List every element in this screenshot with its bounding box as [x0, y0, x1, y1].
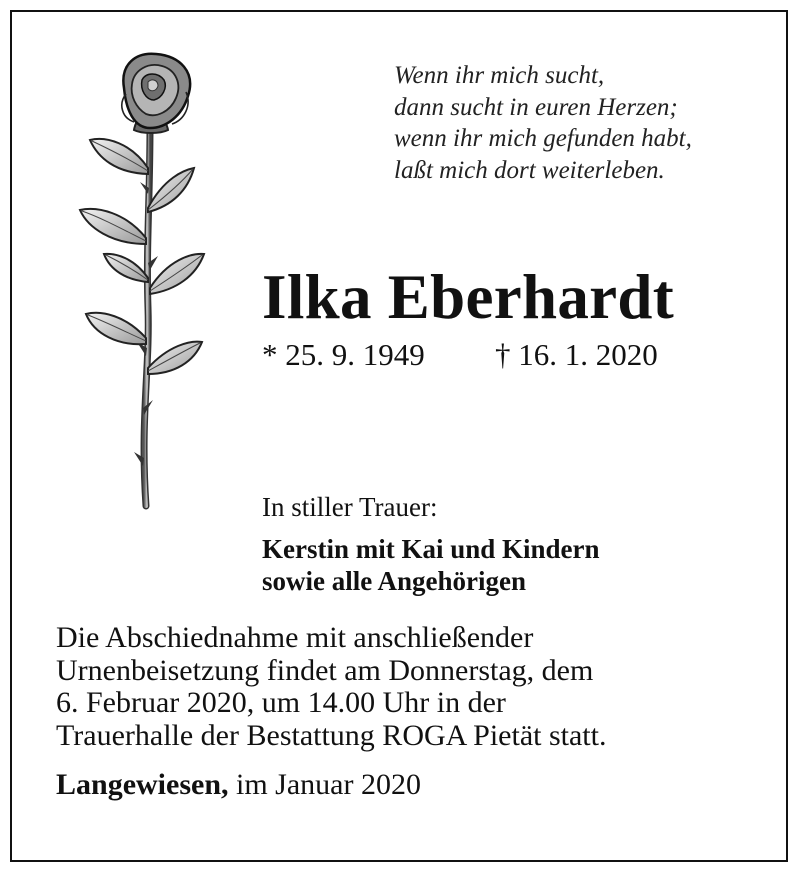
rose-icon — [76, 48, 216, 513]
poem-line: wenn ihr mich gefunden habt, — [394, 125, 692, 152]
poem-line: dann sucht in euren Herzen; — [394, 93, 678, 121]
deceased-name: Ilka Eberhardt — [262, 262, 675, 332]
funeral-announcement — [56, 622, 606, 752]
birth-date: * 25. 9. 1949 — [262, 337, 425, 372]
poem-line: Wenn ihr mich sucht, — [394, 62, 605, 89]
closing-date: im Januar 2020 — [236, 768, 421, 801]
mourner-line: sowie alle Angehörigen — [262, 566, 526, 596]
mourning-label: In stiller Trauer: — [262, 492, 438, 522]
announcement-line: Urnenbeisetzung findet am Donnerstag, dem — [56, 653, 594, 687]
announcement-line: Trauerhalle der Bestattung ROGA Pietät statt. — [56, 718, 607, 752]
mourner-line: Kerstin mit Kai und Kindern — [262, 534, 600, 564]
poem-line: laßt mich dort weiterleben. — [394, 156, 665, 184]
closing-place: Langewiesen, — [56, 768, 229, 801]
closing-line — [56, 767, 421, 803]
mourners-list — [262, 533, 600, 597]
announcement-line: 6. Februar 2020, um 14.00 Uhr in der — [56, 686, 506, 719]
announcement-line: Die Abschiednahme mit anschließender — [56, 621, 534, 654]
death-date: † 16. 1. 2020 — [495, 337, 658, 372]
poem — [394, 60, 774, 186]
